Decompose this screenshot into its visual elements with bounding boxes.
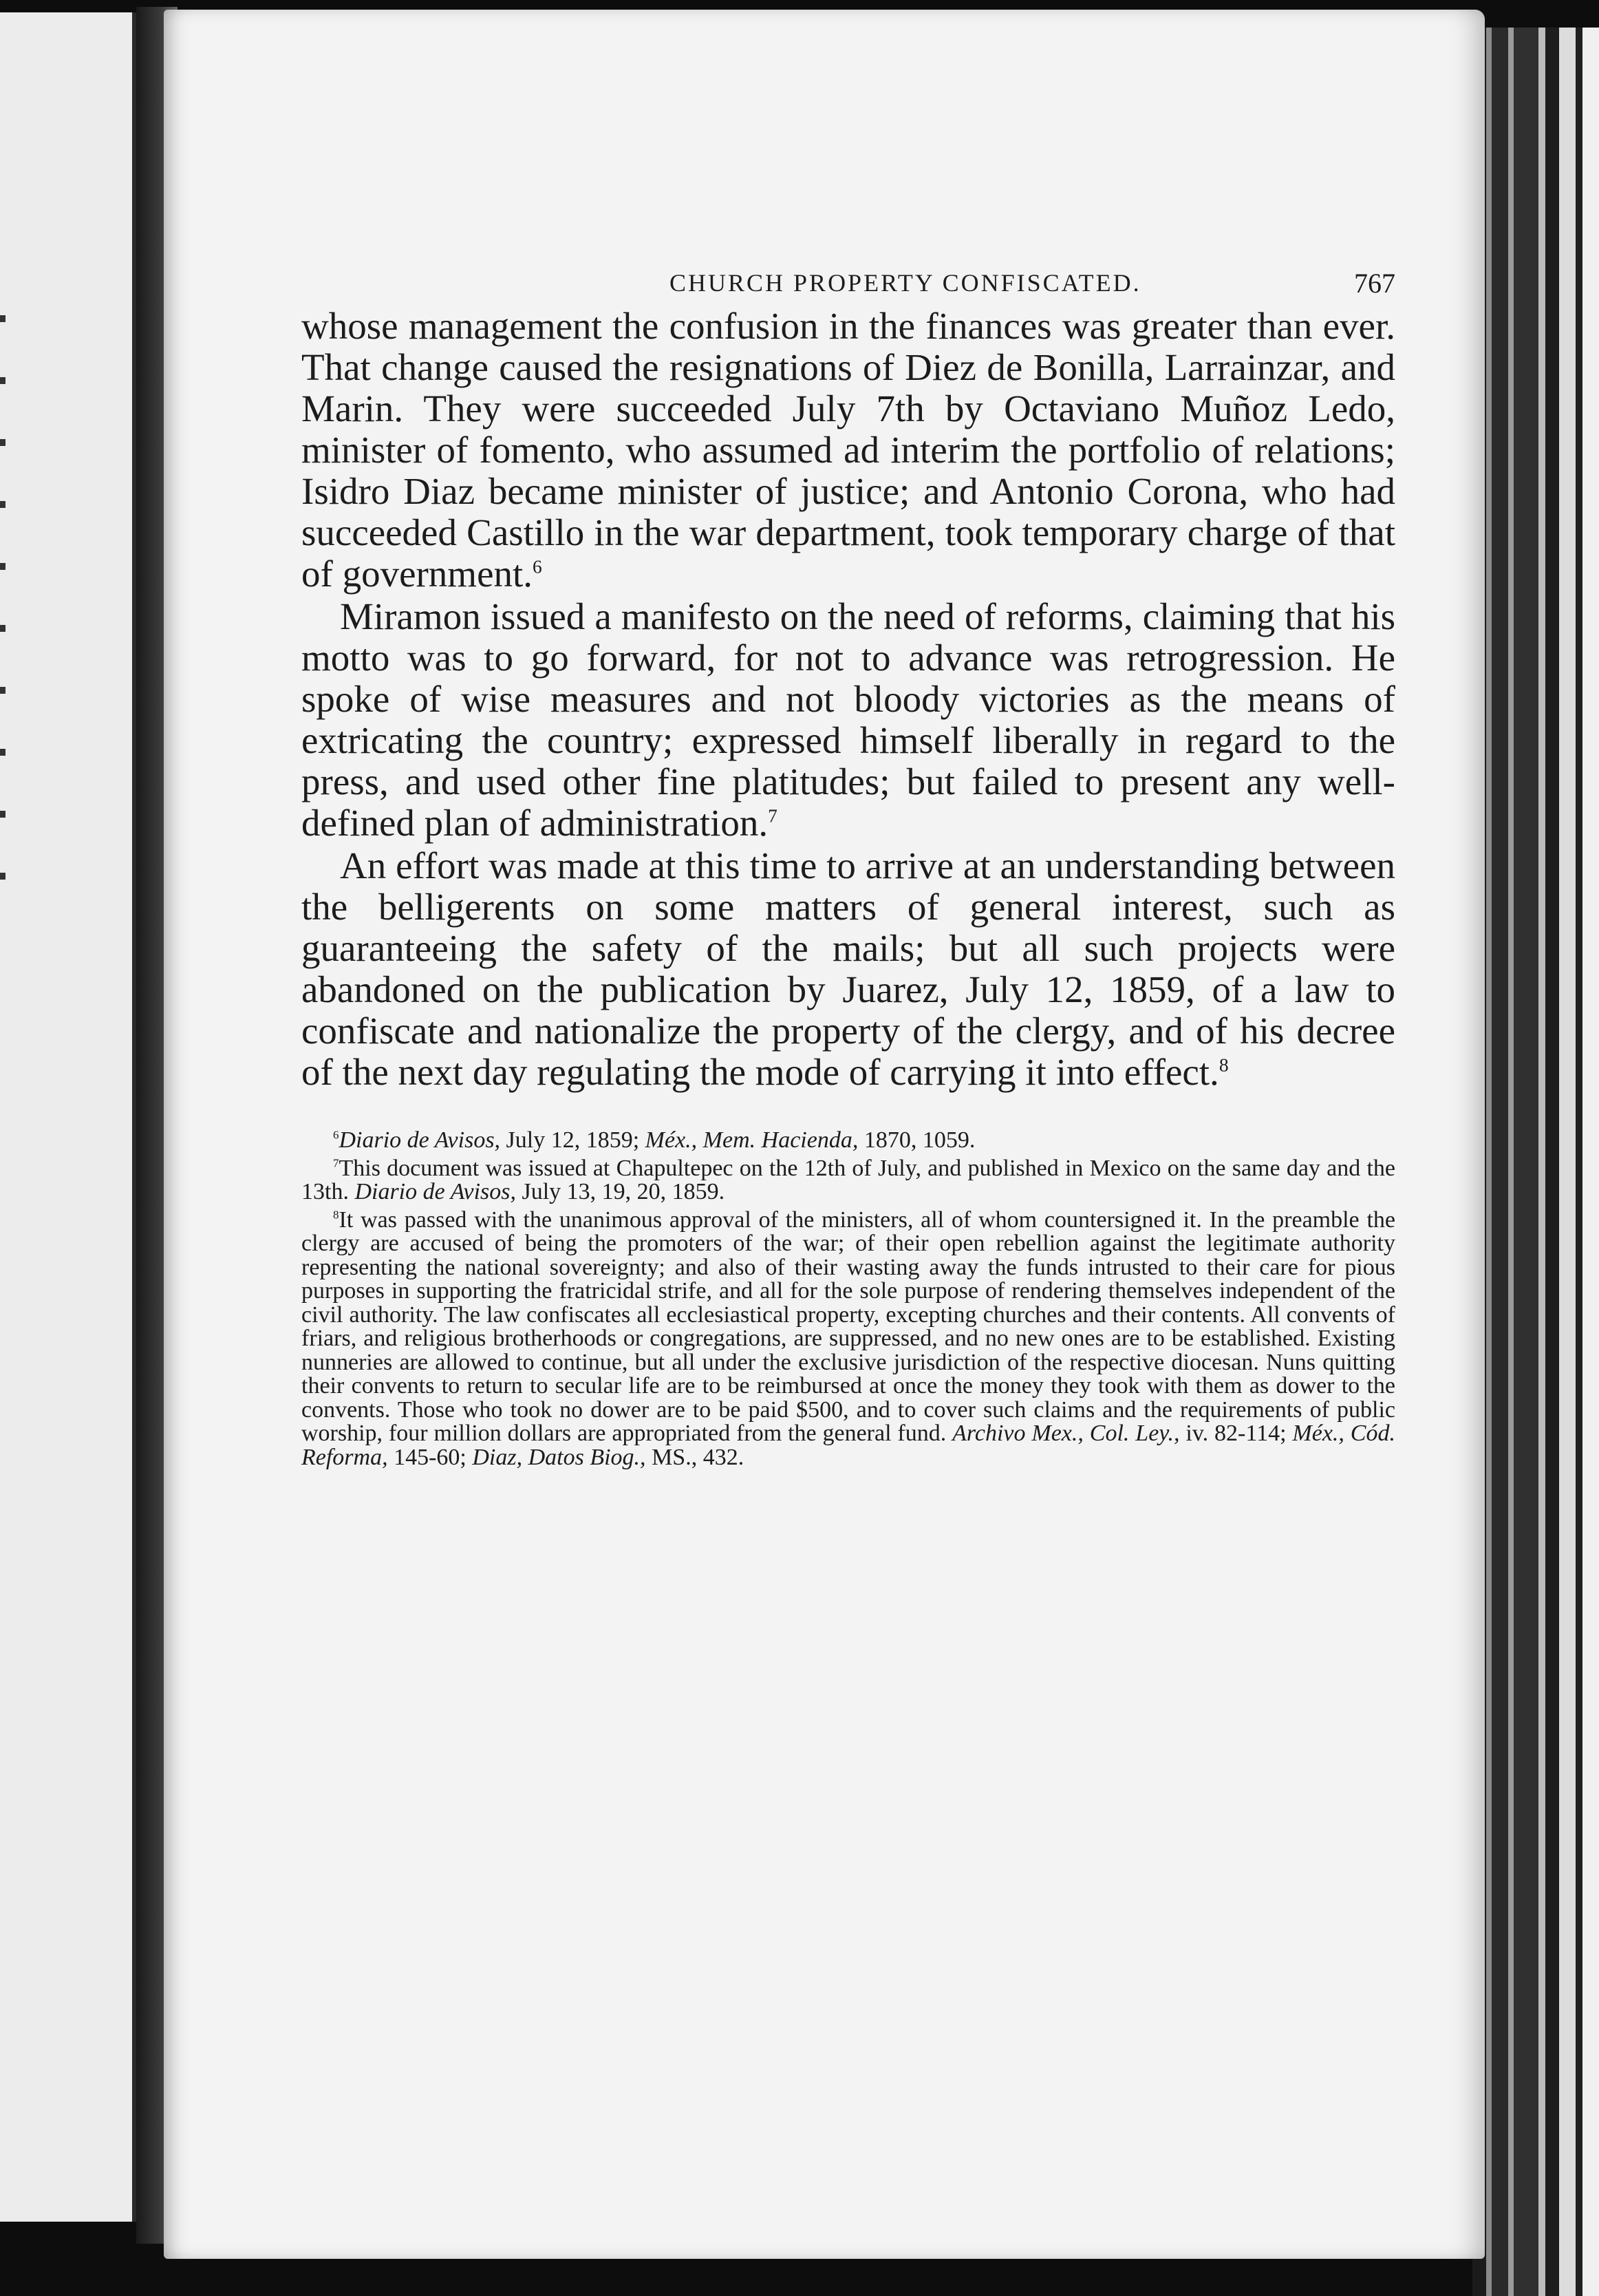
body-text [301,306,1395,1093]
paragraph-2 [301,596,1395,844]
footnote-8-part: MS., 432. [645,1444,744,1470]
footnote-ref-6: 6 [533,555,542,577]
footnote-8-part: 145-60; [387,1444,473,1470]
paragraph-3 [301,845,1395,1093]
footnote-6-part: 1870, 1059. [858,1127,976,1153]
footnote-6-number: 6 [333,1128,339,1142]
footnote-6-part: Méx., Mem. Hacienda, [645,1127,859,1153]
footnote-6-part: July 12, 1859; [500,1127,645,1153]
footnote-6 [301,1129,1395,1153]
facing-page-left [0,12,136,2222]
paragraph-1 [301,306,1395,595]
footnote-7-number: 7 [333,1156,339,1170]
running-head: CHURCH PROPERTY CONFISCATED. [669,269,1141,297]
paragraph-3-text: An effort was made at this time to arrive at an understanding between the belligerents on some matters of general interest, such as guaranteeing the safety of the mails; but all such projects were abandoned on the publication by Juarez, July 12, 1859, of a law to confiscate and nationalize the property of the clergy, and of his decree of the next day regulating the mode of carrying it into effect. [301,844,1395,1093]
footnote-8 [301,1209,1395,1470]
footnote-8-part: Diaz, Datos Biog., [472,1444,646,1470]
book-page [164,10,1485,2259]
footnote-8-number: 8 [333,1208,339,1222]
footnote-8-part: Méx., Cód. Reforma, [301,1421,1395,1470]
footnote-ref-8: 8 [1219,1054,1229,1076]
footnote-7 [301,1157,1395,1204]
paragraph-2-text: Miramon issued a manifesto on the need of reforms, claiming that his motto was to go forward, for not to advance was retrogression. He spoke of wise measures and not bloody victories as the means of extricating the country; expressed himself liberally in regard to the press, and used other fine platitudes; but failed to present any well-defined plan of administration. [301,595,1395,844]
page-number: 767 [1354,268,1395,299]
page-header [301,257,1395,306]
page-edges [1472,28,1599,2296]
footnote-6-part: Diario de Avisos, [339,1127,501,1153]
footnote-7-part: July 13, 19, 20, 1859. [516,1179,725,1204]
footnotes [301,1129,1395,1469]
facing-page-bleed-marks [0,315,6,880]
footnote-7-part: This document was issued at Chapultepec on the 12th of July, and published in Mexico on the same day and the 13th. [301,1155,1395,1204]
paragraph-1-text: whose management the confusion in the finances was greater than ever. That change caused the resignations of Diez de Bonilla, Larrainzar, and Marin. They were succeeded July 7th by Octaviano Muñoz Ledo, minister of fomento, who assumed ad interim the portfolio of relations; Isidro Diaz became minister of justice; and Antonio Corona, who had succeeded Castillo in the war department, took temporary charge of that of government. [301,305,1395,595]
footnote-ref-7: 7 [768,805,777,827]
footnote-8-part: iv. 82-114; [1179,1421,1293,1446]
footnote-8-part: Archivo Mex., Col. Ley., [952,1421,1180,1446]
footnote-8-part: It was passed with the unanimous approval of the ministers, all of whom countersigned it. In the preamble the clergy are accused of being the promoters of the war; of their open rebellion against the legitimate authority representing the national sovereignty; and also of their wasting away the funds intrusted to their care for pious purposes in supporting the fratricidal strife, and all for the sole purpose of rendering themselves independent of the civil authority. The law confiscates all ecclesiastical property, excepting churches and their contents. All convents of friars, and religious brotherhoods or congregations, are suppressed, and no new ones are to be established. Existing nunneries are allowed to continue, but all under the exclusive jurisdiction of the respective diocesan. Nuns quitting their convents to return to secular life are to be reimbursed at once the money they took with them as dower to the convents. Those who took no dower are to be paid $500, and to cover such claims and the requirements of public worship, four million dollars are appropriated from the general fund. [301,1207,1395,1446]
footnote-7-part: Diario de Avisos, [354,1179,516,1204]
page-text-block [301,257,1395,1469]
